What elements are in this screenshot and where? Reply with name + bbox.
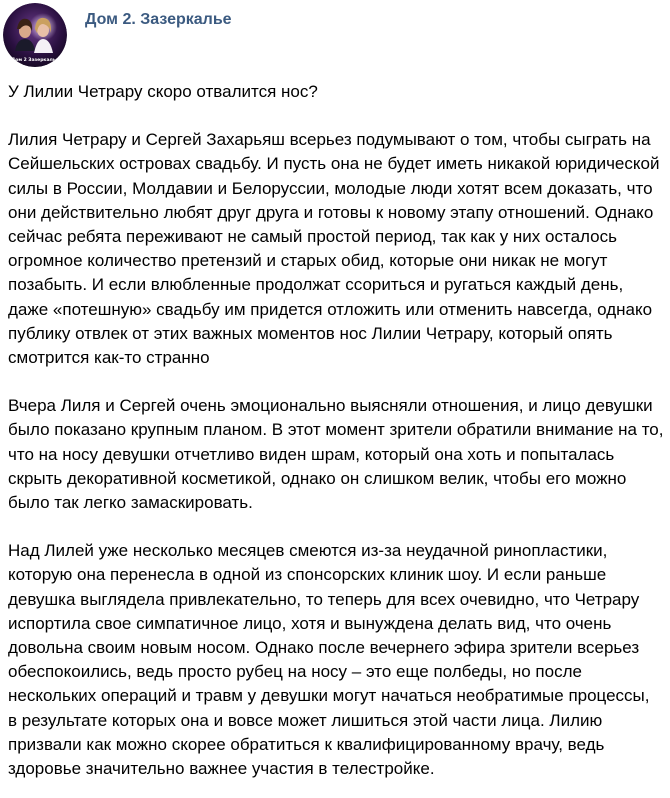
post-header xyxy=(0,0,670,70)
post-paragraph-2: Вчера Лиля и Сергей очень эмоционально выясняли отношения, и лицо девушки было показано крупным планом. В этот момент зрители обратили внимание на то, что на носу девушки отчетливо виден шрам, который она хоть и попыталась скрыть декоративной косметикой, однако он слишком велик, чтобы его можно было так легко замаскировать. xyxy=(8,396,664,513)
avatar-caption: Дом 2 Зазеркалье xyxy=(11,58,59,63)
post-body xyxy=(8,80,668,781)
group-avatar-image xyxy=(3,3,67,67)
group-avatar[interactable] xyxy=(3,3,67,67)
post-paragraph-3: Над Лилей уже несколько месяцев смеются из-за неудачной ринопластики, которую она перенесла в одной из спонсорских клиник шоу. И если раньше девушка выглядела привлекательно, то теперь для всех очевидно, что Четрару испортила свое симпатичное лицо, хотя и вынуждена делать вид, что очень довольна своим новым носом. Однако после вечернего эфира зрители всерьез обеспокоились, ведь просто рубец на носу – это еще полбеды, но после нескольких операций и травм у девушки могут начаться необратимые процессы, в результате которых она и вовсе может лишиться этой части лица. Лилию призвали как можно скорее обратиться к квалифицированному врачу, ведь здоровье значительно важнее участия в телестройке. xyxy=(8,541,650,779)
group-name-link[interactable]: Дом 2. Зазеркалье xyxy=(85,11,232,28)
post-paragraph-1: Лилия Четрару и Сергей Захарьяш всерьез подумывают о том, чтобы сыграть на Сейшельских островах свадьбу. И пусть она не будет иметь никакой юридической силы в России, Молдавии и Белоруссии, молодые люди хотят всем доказать, что они действительно любят друг друга и готовы к новому этапу отношений. Однако сейчас ребята переживают не самый простой период, так как у них осталось огромное количество претензий и старых обид, которые они никак не могут позабыть. И если влюбленные продолжат ссориться и ругаться каждый день, даже «потешную» свадьбу им придется отложить или отменить навсегда, однако публику отвлек от этих важных моментов нос Лилии Четрару, который опять смотрится как-то странно xyxy=(8,130,660,368)
post-title: У Лилии Четрару скоро отвалится нос? xyxy=(8,82,318,101)
